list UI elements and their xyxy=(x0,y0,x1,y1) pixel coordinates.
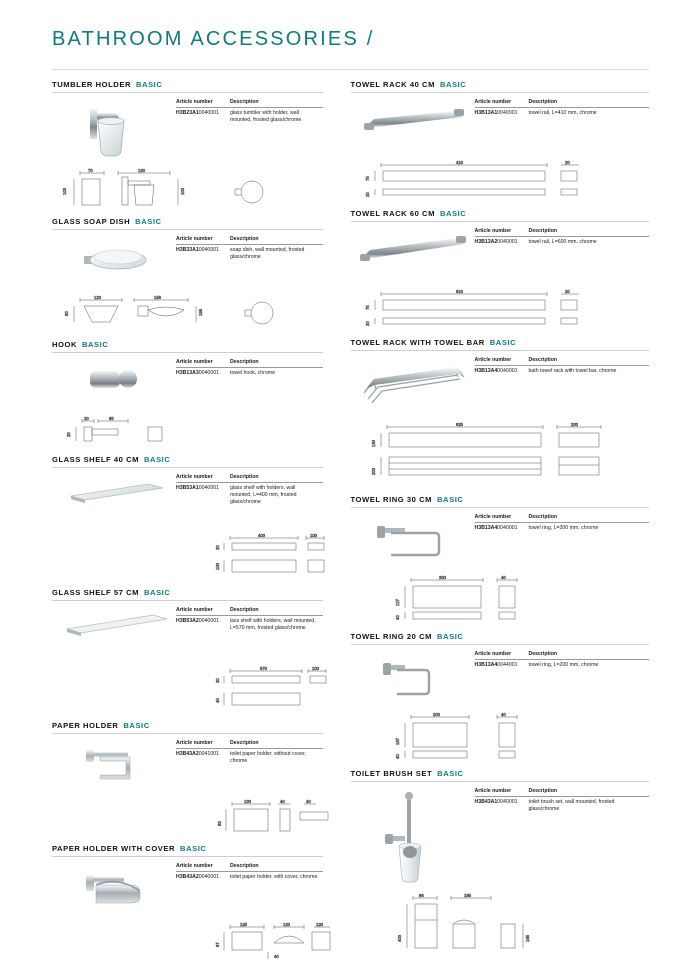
product-tumbler-holder xyxy=(52,80,323,211)
col-description: Description xyxy=(529,788,650,797)
svg-text:75: 75 xyxy=(365,305,370,310)
svg-text:165: 165 xyxy=(525,934,530,942)
product-series: BASIC xyxy=(82,340,108,349)
product-glass-shelf-40 xyxy=(52,455,323,582)
svg-text:127: 127 xyxy=(395,598,400,606)
product-towel-ring-30 xyxy=(351,495,650,626)
col-article: Article number xyxy=(176,359,230,368)
table-row xyxy=(176,245,323,262)
description: towel ring, L=300 mm, chrome xyxy=(529,523,650,533)
article-number: H3B13A40040001 xyxy=(475,366,529,376)
product-paper-holder-with-cover xyxy=(52,844,323,963)
product-photo xyxy=(351,357,471,415)
product-name: PAPER HOLDER WITH COVER xyxy=(52,844,175,853)
svg-text:156: 156 xyxy=(198,308,203,316)
spec-table xyxy=(176,359,323,377)
product-series: BASIC xyxy=(144,455,170,464)
svg-text:86: 86 xyxy=(419,893,424,898)
svg-text:300: 300 xyxy=(439,575,447,580)
table-row xyxy=(475,366,650,376)
svg-text:75: 75 xyxy=(365,176,370,181)
product-name: TOWEL RING 20 CM xyxy=(351,632,433,641)
description: soap dish, wall mounted, frosted glass/chrome xyxy=(230,245,323,262)
technical-drawing xyxy=(351,707,650,763)
product-glass-shelf-57 xyxy=(52,588,323,715)
product-name: GLASS SHELF 57 CM xyxy=(52,588,139,597)
product-toilet-brush-set xyxy=(351,769,650,960)
svg-text:610: 610 xyxy=(456,289,464,294)
svg-text:70: 70 xyxy=(88,168,93,173)
col-article: Article number xyxy=(176,474,230,483)
spec-table xyxy=(475,228,650,246)
svg-text:100: 100 xyxy=(180,187,185,195)
product-name: TOWEL RACK 40 CM xyxy=(351,80,435,89)
product-name: GLASS SHELF 40 CM xyxy=(52,455,139,464)
product-paper-holder xyxy=(52,721,323,838)
spec-table xyxy=(176,607,323,632)
table-row xyxy=(176,616,323,633)
svg-text:625: 625 xyxy=(456,422,464,427)
product-name: HOOK xyxy=(52,340,77,349)
technical-drawing xyxy=(351,570,650,626)
col-description: Description xyxy=(230,474,323,483)
product-photo xyxy=(351,99,471,151)
product-series: BASIC xyxy=(135,217,161,226)
table-row xyxy=(176,368,323,378)
table-row xyxy=(475,797,650,814)
svg-text:40: 40 xyxy=(395,754,400,759)
svg-text:400: 400 xyxy=(397,934,402,942)
product-heading xyxy=(52,588,323,601)
svg-text:130: 130 xyxy=(138,168,146,173)
svg-text:40: 40 xyxy=(280,799,285,804)
product-towel-rack-40 xyxy=(351,80,650,203)
product-name: GLASS SOAP DISH xyxy=(52,217,130,226)
col-description: Description xyxy=(230,863,323,872)
product-heading xyxy=(351,209,650,222)
spec-table xyxy=(475,357,650,375)
spec-table xyxy=(176,863,323,881)
article-number: H3B53A10040001 xyxy=(176,483,230,507)
product-photo xyxy=(351,228,471,280)
svg-text:20: 20 xyxy=(365,321,370,326)
col-article: Article number xyxy=(176,740,230,749)
description: towel rail, L=600 mm, chrome xyxy=(529,237,650,247)
product-heading xyxy=(52,217,323,230)
svg-text:40: 40 xyxy=(395,615,400,620)
col-article: Article number xyxy=(475,228,529,237)
col-description: Description xyxy=(230,236,323,245)
spec-table xyxy=(176,740,323,765)
technical-drawing xyxy=(52,415,323,449)
article-number: H3B53A20040001 xyxy=(176,616,230,633)
technical-drawing xyxy=(52,663,323,715)
svg-text:40: 40 xyxy=(215,698,220,703)
product-heading xyxy=(351,338,650,351)
spec-table xyxy=(176,474,323,506)
description: towel rail, L=410 mm, chrome xyxy=(529,108,650,118)
col-article: Article number xyxy=(475,651,529,660)
col-description: Description xyxy=(529,514,650,523)
table-row xyxy=(475,523,650,533)
col-description: Description xyxy=(529,228,650,237)
table-row xyxy=(475,660,650,670)
product-name: TOWEL RACK 60 CM xyxy=(351,209,435,218)
product-heading xyxy=(351,495,650,508)
svg-text:20: 20 xyxy=(84,416,89,421)
description: glass tumbler with holder, wall mounted, frosted glass/chrome xyxy=(230,108,323,125)
product-series: BASIC xyxy=(144,588,170,597)
product-name: TUMBLER HOLDER xyxy=(52,80,131,89)
description: toilet brush set, wall mounted, frosted glass/chrome xyxy=(529,797,650,814)
svg-text:20: 20 xyxy=(215,545,220,550)
table-row xyxy=(176,749,323,766)
technical-drawing xyxy=(52,292,323,334)
svg-text:100: 100 xyxy=(215,562,220,570)
table-row xyxy=(475,108,650,118)
svg-text:410: 410 xyxy=(456,160,464,165)
svg-text:20: 20 xyxy=(565,289,570,294)
product-heading xyxy=(52,340,323,353)
left-column xyxy=(0,70,339,969)
spec-table xyxy=(475,514,650,532)
product-photo xyxy=(52,236,172,288)
product-photo xyxy=(351,514,471,566)
col-article: Article number xyxy=(475,99,529,108)
technical-drawing xyxy=(52,796,323,838)
page-title: BATHROOM ACCESSORIES / xyxy=(52,28,677,51)
product-hook xyxy=(52,340,323,449)
svg-text:40: 40 xyxy=(501,575,506,580)
svg-text:100: 100 xyxy=(310,533,318,538)
product-towel-ring-20 xyxy=(351,632,650,763)
col-description: Description xyxy=(230,359,323,368)
article-number: H3B43A20040001 xyxy=(176,872,230,882)
svg-text:100: 100 xyxy=(312,666,320,671)
col-description: Description xyxy=(529,357,650,366)
article-number: H3B13A40040001 xyxy=(475,523,529,533)
article-number: H3B13A30040001 xyxy=(176,368,230,378)
article-number: H3B33A10040001 xyxy=(176,245,230,262)
col-article: Article number xyxy=(475,788,529,797)
svg-text:40: 40 xyxy=(501,712,506,717)
product-photo xyxy=(52,863,172,915)
description: towel hook, chrome xyxy=(230,368,323,378)
svg-text:400: 400 xyxy=(258,533,266,538)
product-heading xyxy=(351,769,650,782)
product-series: BASIC xyxy=(136,80,162,89)
description: glass shelf with holders, wall mounted, L=400 mm, frosted glass/chrome xyxy=(230,483,323,507)
product-name: TOWEL RACK WITH TOWEL BAR xyxy=(351,338,485,347)
product-photo xyxy=(351,651,471,703)
svg-text:570: 570 xyxy=(260,666,268,671)
col-article: Article number xyxy=(176,236,230,245)
description: lass shelf with holders, wall mounted, L=570 mm, frosted glass/chrome xyxy=(230,616,323,633)
product-photo xyxy=(52,607,172,659)
spec-table xyxy=(475,788,650,813)
col-description: Description xyxy=(230,99,323,108)
description: toilet paper holder, without cover, chrome xyxy=(230,749,323,766)
svg-text:100: 100 xyxy=(62,187,67,195)
article-number: H3B13A10040001 xyxy=(475,108,529,118)
product-photo xyxy=(52,99,172,163)
col-article: Article number xyxy=(176,607,230,616)
product-towel-rack-60 xyxy=(351,209,650,332)
product-photo xyxy=(351,788,471,886)
col-article: Article number xyxy=(475,514,529,523)
article-number: H3B43A10040001 xyxy=(475,797,529,814)
table-row xyxy=(475,237,650,247)
product-name: PAPER HOLDER xyxy=(52,721,118,730)
svg-text:200: 200 xyxy=(571,422,579,427)
page-header xyxy=(0,0,677,51)
product-series: BASIC xyxy=(437,769,463,778)
svg-text:20: 20 xyxy=(215,678,220,683)
product-series: BASIC xyxy=(437,632,463,641)
svg-text:120: 120 xyxy=(316,922,324,927)
article-number: H3B43A20041001 xyxy=(176,749,230,766)
svg-text:167: 167 xyxy=(395,737,400,745)
product-photo xyxy=(52,359,172,411)
svg-text:165: 165 xyxy=(464,893,472,898)
product-series: BASIC xyxy=(440,209,466,218)
svg-text:125: 125 xyxy=(240,922,248,927)
col-article: Article number xyxy=(475,357,529,366)
technical-drawing xyxy=(52,530,323,582)
spec-table xyxy=(475,99,650,117)
right-column xyxy=(339,70,677,969)
svg-text:130: 130 xyxy=(371,439,376,447)
svg-text:67: 67 xyxy=(215,942,220,947)
product-series: BASIC xyxy=(180,844,206,853)
svg-text:65: 65 xyxy=(109,416,114,421)
svg-text:200: 200 xyxy=(433,712,441,717)
spec-table xyxy=(176,236,323,261)
description: bath towel rack with towel bar, chrome xyxy=(529,366,650,376)
svg-text:40: 40 xyxy=(274,954,279,959)
catalog-columns xyxy=(0,70,677,969)
svg-text:120: 120 xyxy=(283,922,291,927)
product-series: BASIC xyxy=(123,721,149,730)
product-name: TOWEL RING 30 CM xyxy=(351,495,433,504)
product-photo xyxy=(52,474,172,526)
col-description: Description xyxy=(230,607,323,616)
svg-text:80: 80 xyxy=(64,311,69,316)
table-row xyxy=(176,108,323,125)
article-number: H3B13A40044001 xyxy=(475,660,529,670)
product-heading xyxy=(52,721,323,734)
product-series: BASIC xyxy=(440,80,466,89)
product-photo xyxy=(52,740,172,792)
product-heading xyxy=(351,632,650,645)
technical-drawing xyxy=(351,284,650,332)
svg-text:200: 200 xyxy=(371,467,376,475)
article-number: H3B13A20040001 xyxy=(475,237,529,247)
svg-text:156: 156 xyxy=(154,295,162,300)
svg-text:120: 120 xyxy=(94,295,102,300)
product-glass-soap-dish xyxy=(52,217,323,334)
svg-text:130: 130 xyxy=(244,799,252,804)
product-name: TOILET BRUSH SET xyxy=(351,769,433,778)
technical-drawing xyxy=(52,167,323,211)
product-series: BASIC xyxy=(490,338,516,347)
product-heading xyxy=(52,455,323,468)
table-row xyxy=(176,872,323,882)
product-heading xyxy=(52,844,323,857)
technical-drawing xyxy=(351,155,650,203)
product-towel-rack-with-towel-bar xyxy=(351,338,650,489)
col-description: Description xyxy=(529,651,650,660)
svg-text:20: 20 xyxy=(365,192,370,197)
svg-text:20: 20 xyxy=(565,160,570,165)
spec-table xyxy=(176,99,323,124)
technical-drawing xyxy=(351,890,650,960)
table-row xyxy=(176,483,323,507)
col-article: Article number xyxy=(176,863,230,872)
svg-text:83: 83 xyxy=(217,821,222,826)
col-description: Description xyxy=(529,99,650,108)
col-description: Description xyxy=(230,740,323,749)
technical-drawing xyxy=(52,919,323,963)
spec-table xyxy=(475,651,650,669)
technical-drawing xyxy=(351,419,650,489)
article-number: H3B23A10040001 xyxy=(176,108,230,125)
description: toilet paper holder, with cover, chrome xyxy=(230,872,323,882)
svg-text:40: 40 xyxy=(306,799,311,804)
product-series: BASIC xyxy=(437,495,463,504)
product-heading xyxy=(351,80,650,93)
product-heading xyxy=(52,80,323,93)
col-article: Article number xyxy=(176,99,230,108)
description: towel ring, L=200 mm, chrome xyxy=(529,660,650,670)
svg-text:20: 20 xyxy=(66,432,71,437)
